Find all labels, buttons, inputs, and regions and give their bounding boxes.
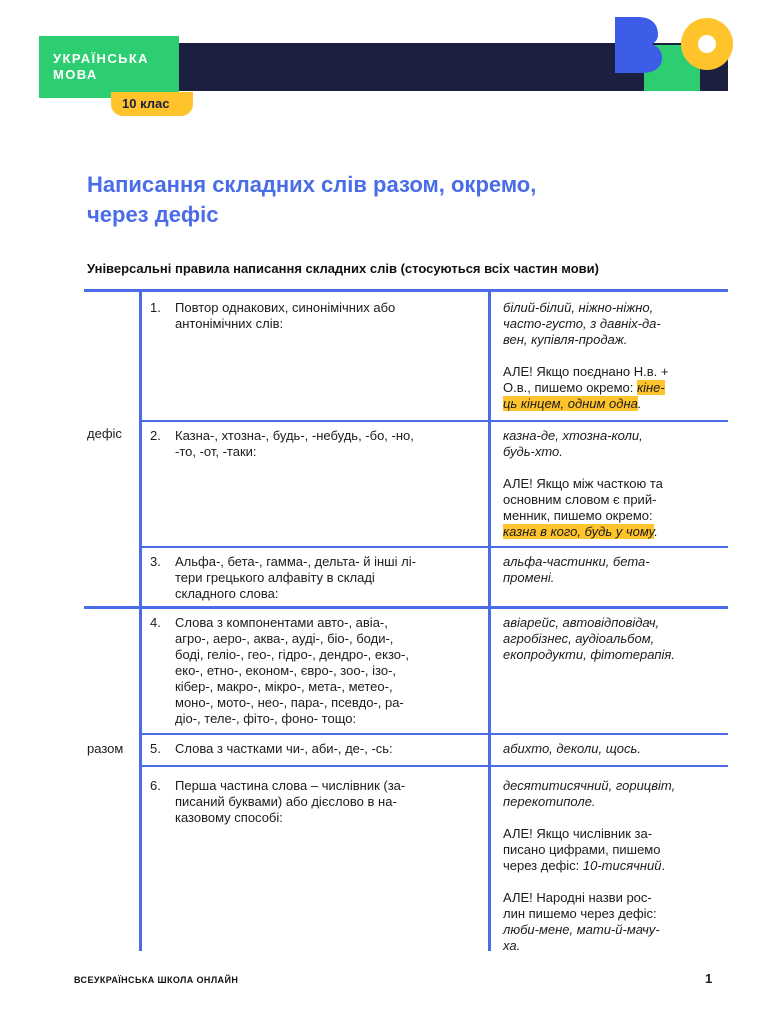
- note-line: лин пишемо через дефіс:: [503, 906, 657, 921]
- note-line: О.в., пишемо окремо:: [503, 380, 637, 395]
- rule-text-line: казовому способі:: [175, 810, 283, 825]
- title-line-1: Написання складних слів разом, окремо,: [87, 172, 537, 197]
- rule-number: 2.: [150, 428, 161, 443]
- example-line: екопродукти, фітотерапія.: [503, 647, 675, 662]
- row-divider: [140, 733, 728, 735]
- example-line: десятитисячний, горицвіт,: [503, 778, 676, 793]
- highlighted-example: кіне-: [636, 380, 665, 395]
- rule-text: [175, 741, 485, 757]
- note-line: основним словом є прий-: [503, 492, 657, 507]
- rule-text-line: писаний буквами) або дієслово в на-: [175, 794, 397, 809]
- example-line: казна-де, хтозна-коли,: [503, 428, 643, 443]
- note-line: АЛЕ! Якщо поєднано Н.в. +: [503, 364, 669, 379]
- rule-text-line: Слова з частками чи-, аби-, де-, -сь:: [175, 741, 393, 756]
- rule-text-line: Казна-, хтозна-, будь-, -небудь, -бо, -но,: [175, 428, 414, 443]
- rule-example: [503, 300, 728, 428]
- row-divider: [140, 765, 728, 767]
- group-divider: [84, 606, 728, 609]
- example-line: агробізнес, аудіоальбом,: [503, 631, 655, 646]
- rule-example: [503, 428, 728, 556]
- rule-text-line: Слова з компонентами авто-, авіа-,: [175, 615, 388, 630]
- school-logo-icon: [612, 17, 736, 91]
- example-line: промені.: [503, 570, 555, 585]
- example-line: вен, купівля-продаж.: [503, 332, 628, 347]
- rule-text: [175, 554, 485, 602]
- rule-text-line: кібер-, макро-, мікро-, мета-, метео-,: [175, 679, 393, 694]
- rule-number: 5.: [150, 741, 161, 756]
- page-number: 1: [705, 971, 713, 986]
- note-tail: .: [637, 396, 642, 411]
- rule-text-line: Повтор однакових, синонімічних або: [175, 300, 396, 315]
- note-line: АЛЕ! Народні назви рос-: [503, 890, 652, 905]
- rule-text: [175, 615, 485, 727]
- rule-example: [503, 554, 728, 586]
- rule-text-line: моно-, мото-, нео-, пара-, псевдо-, ра-: [175, 695, 404, 710]
- rule-text-line: складного слова:: [175, 586, 279, 601]
- rule-number: 6.: [150, 778, 161, 793]
- rule-number: 3.: [150, 554, 161, 569]
- note-line: писано цифрами, пишемо: [503, 842, 661, 857]
- rule-text-line: боді, геліо-, гео-, гідро-, дендро-, екзо-,: [175, 647, 409, 662]
- rule-text-line: тери грецького алфавіту в складі: [175, 570, 375, 585]
- logo-ring-hole: [698, 35, 716, 53]
- example-line: ха.: [503, 938, 521, 953]
- example-inline: 10-тисячний: [582, 858, 662, 873]
- rule-text-line: діо-, теле-, фіто-, фоно- тощо:: [175, 711, 357, 726]
- note-tail: .: [661, 858, 666, 873]
- subject-line-2: МОВА: [53, 67, 98, 82]
- rules-table: [84, 289, 728, 951]
- grade-badge: 10 клас: [111, 92, 193, 116]
- example-line: перекотиполе.: [503, 794, 596, 809]
- footer-school-name: ВСЕУКРАЇНСЬКА ШКОЛА ОНЛАЙН: [74, 975, 239, 985]
- rule-text: [175, 428, 485, 460]
- highlighted-example: ць кінцем, одним одна: [503, 396, 638, 411]
- rule-example: [503, 741, 728, 757]
- rule-text: [175, 300, 485, 332]
- example-line: білий-білий, ніжно-ніжно,: [503, 300, 654, 315]
- example-line: часто-густо, з давніх-да-: [503, 316, 661, 331]
- rule-text-line: Перша частина слова – числівник (за-: [175, 778, 406, 793]
- rule-text-line: Альфа-, бета-, гамма-, дельта- й інші лі-: [175, 554, 416, 569]
- page-title: [87, 170, 707, 230]
- note-line: АЛЕ! Якщо між часткою та: [503, 476, 663, 491]
- note-line: через дефіс:: [503, 858, 583, 873]
- example-line: люби-мене, мати-й-мачу-: [503, 922, 660, 937]
- rule-number: 1.: [150, 300, 161, 315]
- subject-badge: [39, 36, 179, 98]
- rule-text-line: еко-, етно-, економ-, євро-, зоо-, ізо-,: [175, 663, 397, 678]
- table-top-border: [84, 289, 728, 292]
- subject-line-1: УКРАЇНСЬКА: [53, 51, 149, 66]
- column-divider: [139, 289, 142, 951]
- example-line: авіарейс, автовідповідач,: [503, 615, 660, 630]
- rule-text-line: антонімічних слів:: [175, 316, 284, 331]
- highlighted-example: казна в кого, будь у чому: [503, 524, 655, 539]
- note-line: АЛЕ! Якщо числівник за-: [503, 826, 653, 841]
- note-line: менник, пишемо окремо:: [503, 508, 653, 523]
- rule-example: [503, 615, 728, 663]
- rule-text-line: агро-, аеро-, аква-, ауді-, біо-, боди-,: [175, 631, 394, 646]
- example-line: альфа-частинки, бета-: [503, 554, 650, 569]
- note-tail: .: [654, 524, 658, 539]
- column-divider: [488, 289, 491, 951]
- rule-number: 4.: [150, 615, 161, 630]
- rule-text-line: -то, -от, -таки:: [175, 444, 257, 459]
- rule-text: [175, 778, 485, 826]
- rule-example: [503, 778, 728, 970]
- group-label-hyphen: дефіс: [87, 426, 122, 441]
- group-label-together: разом: [87, 741, 124, 756]
- section-subtitle: Універсальні правила написання складних слів (стосуються всіх частин мови): [87, 261, 599, 276]
- title-line-2: через дефіс: [87, 202, 219, 227]
- example-line: будь-хто.: [503, 444, 563, 459]
- example-line: абихто, деколи, щось.: [503, 741, 641, 756]
